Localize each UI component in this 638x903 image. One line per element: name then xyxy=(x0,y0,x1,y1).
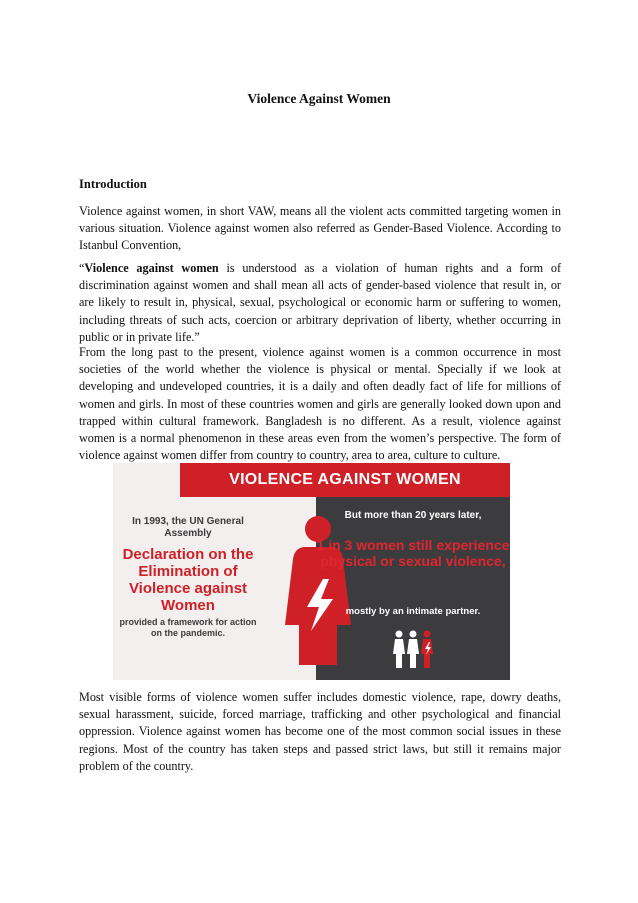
right-intro-text: But more than 20 years later, xyxy=(344,510,482,521)
statistic-highlight: 1 in 3 women still experience physical or sexual violence, xyxy=(316,537,510,569)
left-intro-text: In 1993, the UN General Assembly xyxy=(132,516,244,539)
forms-paragraph: Most visible forms of violence women suffer includes domestic violence, rape, dowry deaths, sexual harassment, suicide, forced marriage, trafficking and other psychological and financial oppression. Violence against women has become one of the most common social issues in these regions. Most of the country has taken steps and passed strict laws, but still it remains major problem of the country. xyxy=(79,690,561,773)
istanbul-quote xyxy=(79,260,561,346)
three-women-icon xyxy=(393,630,437,668)
infographic-banner: VIOLENCE AGAINST WOMEN xyxy=(180,463,510,497)
document-title: Violence Against Women xyxy=(247,91,391,106)
quote-text: is understood as a violation of human rights and a form of discrimination against women and shall mean all acts of gender-based violence that result in, or are likely to result in, physical, sexual, psychological or economic harm or suffering to women, including threats of such acts, coercion or arbitrary deprivation of liberty, whether occurring in public or in private life.” xyxy=(79,261,561,344)
left-outro-text: provided a framework for action on the pandemic. xyxy=(119,617,257,638)
vaw-infographic xyxy=(113,463,510,680)
quote-open: “ xyxy=(79,261,85,275)
declaration-title: Declaration on the Elimination of Violence against Women xyxy=(122,546,254,614)
section-heading: Introduction xyxy=(79,177,147,191)
right-outro-text: mostly by an intimate partner. xyxy=(345,606,481,617)
context-paragraph: From the long past to the present, violence against women is a common occurrence in most societies of the world whether the violence is physical or mental. Specially if we look at developing and undeveloped countries, it is a daily and often deadly fact of life for millions of women and girls. In most of these countries women and girls are generally looked down upon and trapped within cultural framework. Bangladesh is no different. As a result, violence against women is a normal phenomenon in these areas even from the women’s perspective. The form of violence against women differ from country to country, area to area, culture to culture. xyxy=(79,345,561,463)
intro-paragraph: Violence against women, in short VAW, means all the violent acts committed targeting women in various situation. Violence against women also referred as Gender-Based Violence. According to Istanbul Convention, xyxy=(79,204,561,253)
quote-bold-term: Violence against women xyxy=(84,261,219,275)
